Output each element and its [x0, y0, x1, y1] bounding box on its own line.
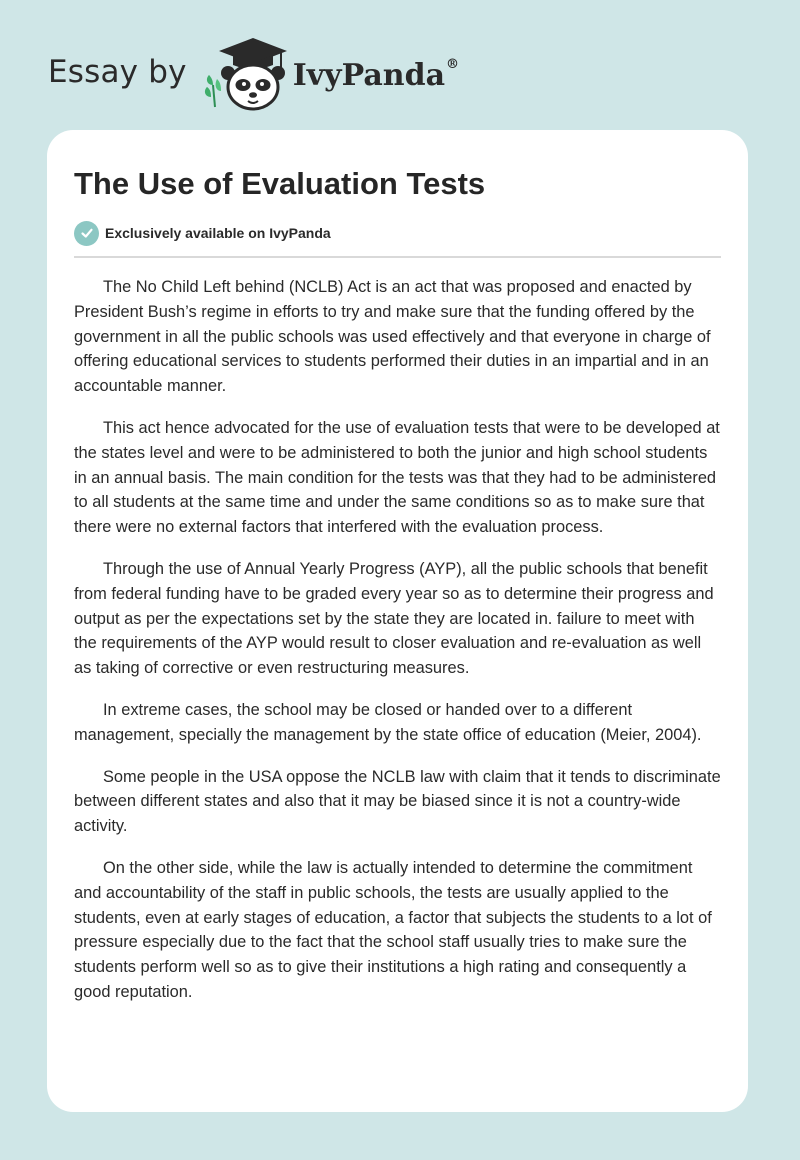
- site-header: [48, 34, 459, 114]
- paragraph: The No Child Left behind (NCLB) Act is an act that was proposed and enacted by President Bush’s regime in efforts to try and make sure that the funding offered by the government in all the public schools was used effectively and that everyone in charge of offering educational services to students performed their duties in an impartial and in an accountable manner.: [74, 278, 711, 396]
- essay-card: [47, 130, 748, 1112]
- paragraph: This act hence advocated for the use of evaluation tests that were to be developed at the states level and were to be administered to both the junior and high school students in an annual basis. The main condition for the tests was that they had to be administered to all students at the same time and under the same conditions so as to make sure that there were no external factors that interfered with the evaluation process.: [74, 418, 720, 537]
- exclusive-label: Exclusively available on IvyPanda: [105, 225, 331, 241]
- paragraph: Through the use of Annual Yearly Progress (AYP), all the public schools that benefit from federal funding have to be graded every year so as to determine their progress and output as per the expectations set by the state they are located in. failure to meet with the requirements of the AYP would result to closer evaluation and re-evaluation as well as taking of corrective or even restructuring measures.: [74, 559, 714, 678]
- paragraph: In extreme cases, the school may be closed or handed over to a different management, specially the management by the state office of education (Meier, 2004).: [74, 700, 702, 744]
- brand-logo-text[interactable]: IvyPanda®: [292, 56, 460, 93]
- divider: [74, 256, 721, 258]
- page-title: The Use of Evaluation Tests: [74, 166, 486, 201]
- paragraph: On the other side, while the law is actually intended to determine the commitment and accountability of the staff in public schools, the tests are usually applied to the students, even at early stages of education, a factor that subjects the students to a lot of pressure especially due to the fact that the school staff usually tries to make sure the students perform well so as to give their institutions a high rating and consequently a good reputation.: [74, 858, 712, 1001]
- exclusive-badge: [74, 220, 721, 246]
- essay-body: [74, 275, 721, 1005]
- checkmark-icon: [74, 221, 99, 246]
- paragraph: Some people in the USA oppose the NCLB law with claim that it tends to discriminate between different states and also that it may be biased since it is not a country-wide activity.: [74, 767, 721, 836]
- panda-graduate-icon[interactable]: [201, 35, 291, 113]
- essay-by-label: Essay by: [48, 54, 187, 90]
